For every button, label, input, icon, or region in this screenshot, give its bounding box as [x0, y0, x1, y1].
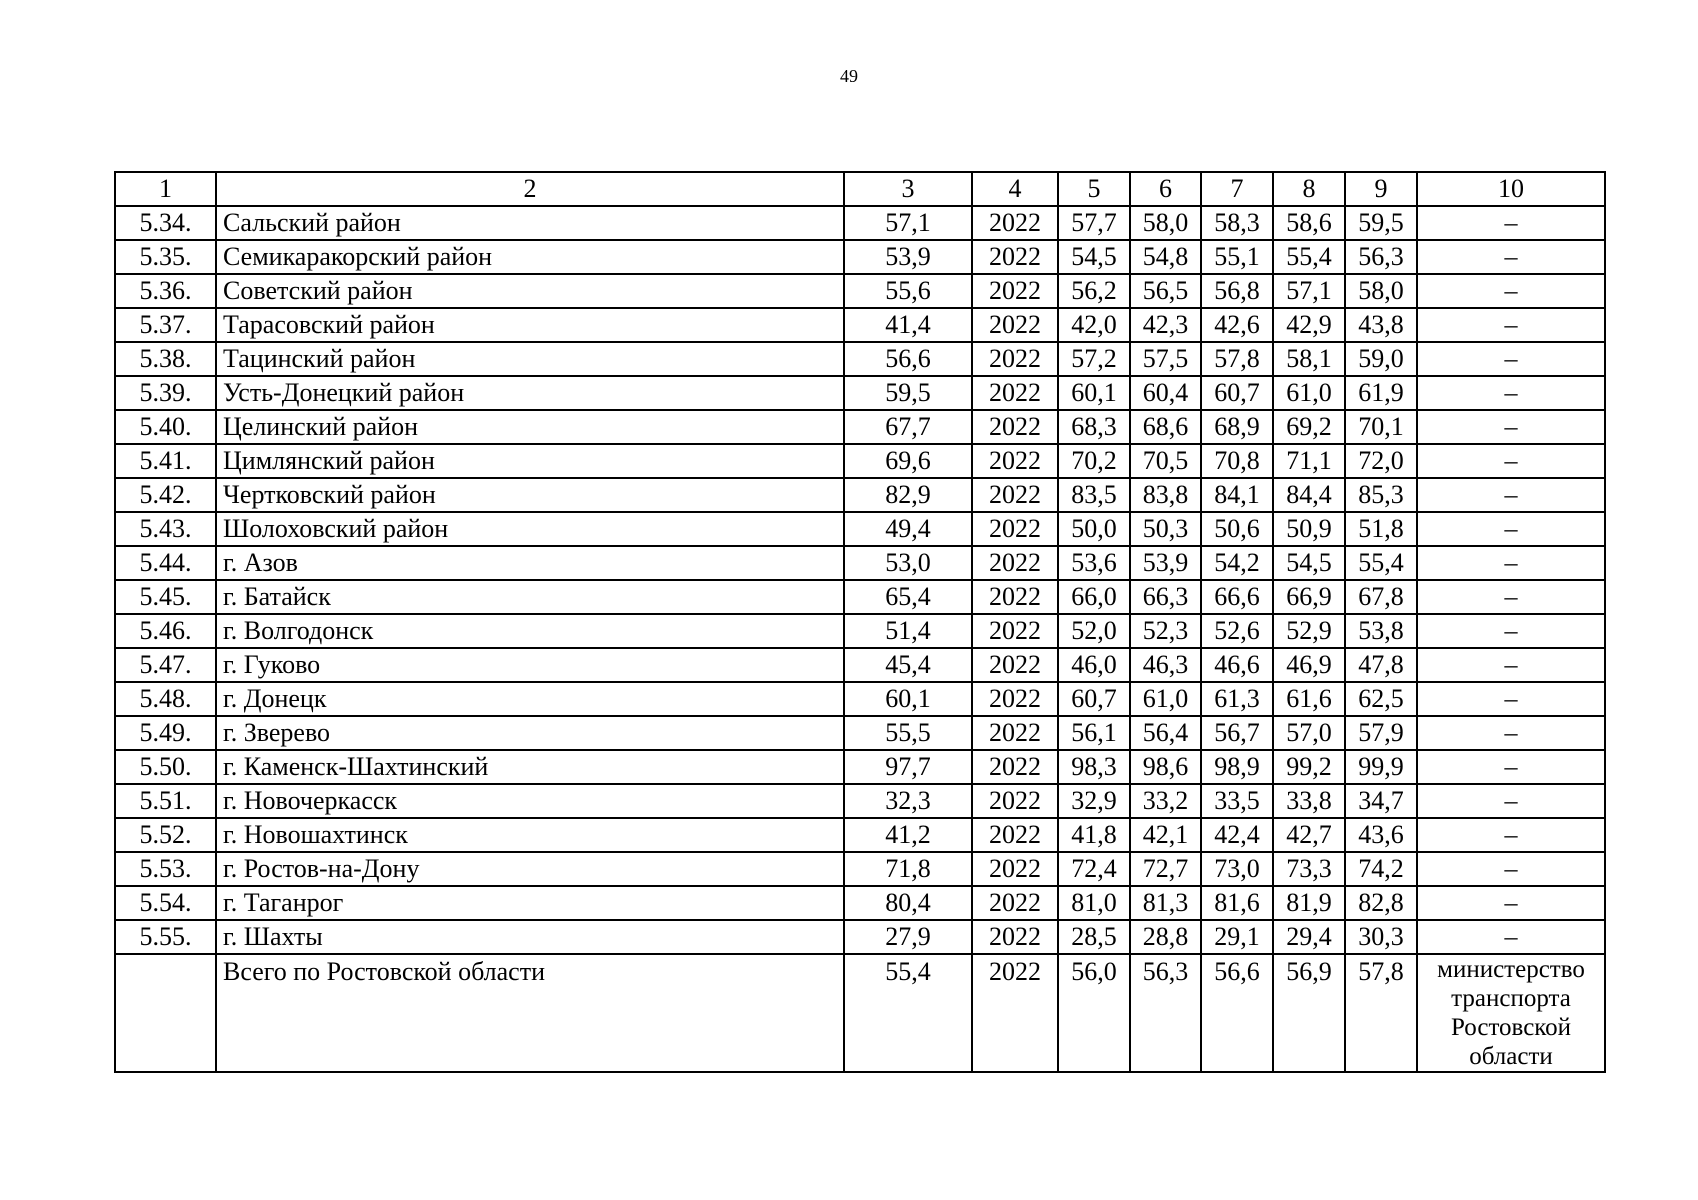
- value-cell: 99,9: [1345, 750, 1417, 784]
- total-row: [115, 954, 1605, 1072]
- value-cell: 69,6: [844, 444, 972, 478]
- responsible-cell: –: [1417, 376, 1605, 410]
- row-number-cell: 5.38.: [115, 342, 216, 376]
- value-cell: 43,8: [1345, 308, 1417, 342]
- row-name-cell: Целинский район: [216, 410, 844, 444]
- row-name-cell: Шолоховский район: [216, 512, 844, 546]
- value-cell: 66,9: [1273, 580, 1345, 614]
- value-cell: 66,3: [1130, 580, 1201, 614]
- value-cell: 57,1: [1273, 274, 1345, 308]
- value-cell: 67,8: [1345, 580, 1417, 614]
- value-cell: 98,3: [1058, 750, 1130, 784]
- value-cell: 71,8: [844, 852, 972, 886]
- value-cell: 98,9: [1201, 750, 1273, 784]
- value-cell: 53,6: [1058, 546, 1130, 580]
- year-cell: 2022: [972, 716, 1058, 750]
- year-cell: 2022: [972, 750, 1058, 784]
- table-row: [115, 308, 1605, 342]
- value-cell: 57,2: [1058, 342, 1130, 376]
- header-cell: 1: [115, 172, 216, 206]
- table-row: [115, 206, 1605, 240]
- year-cell: 2022: [972, 274, 1058, 308]
- value-cell: 55,1: [1201, 240, 1273, 274]
- header-cell: 5: [1058, 172, 1130, 206]
- value-cell: 55,4: [1345, 546, 1417, 580]
- value-cell: 28,5: [1058, 920, 1130, 954]
- year-cell: 2022: [972, 920, 1058, 954]
- value-cell: 56,6: [844, 342, 972, 376]
- responsible-cell: –: [1417, 342, 1605, 376]
- value-cell: 53,9: [1130, 546, 1201, 580]
- value-cell: 80,4: [844, 886, 972, 920]
- value-cell: 56,9: [1273, 954, 1345, 1072]
- value-cell: 70,1: [1345, 410, 1417, 444]
- value-cell: 42,3: [1130, 308, 1201, 342]
- responsible-cell: –: [1417, 682, 1605, 716]
- value-cell: 56,1: [1058, 716, 1130, 750]
- responsible-cell: –: [1417, 852, 1605, 886]
- value-cell: 56,3: [1345, 240, 1417, 274]
- row-number-cell: 5.42.: [115, 478, 216, 512]
- value-cell: 59,0: [1345, 342, 1417, 376]
- value-cell: 42,7: [1273, 818, 1345, 852]
- value-cell: 57,8: [1201, 342, 1273, 376]
- row-number-cell: 5.37.: [115, 308, 216, 342]
- value-cell: 29,4: [1273, 920, 1345, 954]
- value-cell: 99,2: [1273, 750, 1345, 784]
- table-row: [115, 716, 1605, 750]
- value-cell: 32,9: [1058, 784, 1130, 818]
- row-name-cell: Чертковский район: [216, 478, 844, 512]
- value-cell: 60,7: [1201, 376, 1273, 410]
- value-cell: 67,7: [844, 410, 972, 444]
- value-cell: 68,9: [1201, 410, 1273, 444]
- value-cell: 61,6: [1273, 682, 1345, 716]
- value-cell: 56,3: [1130, 954, 1201, 1072]
- value-cell: 46,0: [1058, 648, 1130, 682]
- value-cell: 46,6: [1201, 648, 1273, 682]
- row-name-cell: г. Шахты: [216, 920, 844, 954]
- value-cell: 81,6: [1201, 886, 1273, 920]
- value-cell: 56,0: [1058, 954, 1130, 1072]
- header-cell: 6: [1130, 172, 1201, 206]
- row-number-cell: 5.48.: [115, 682, 216, 716]
- row-name-cell: Тарасовский район: [216, 308, 844, 342]
- header-cell: 10: [1417, 172, 1605, 206]
- value-cell: 68,3: [1058, 410, 1130, 444]
- row-name-cell: г. Таганрог: [216, 886, 844, 920]
- value-cell: 70,8: [1201, 444, 1273, 478]
- year-cell: 2022: [972, 614, 1058, 648]
- value-cell: 59,5: [844, 376, 972, 410]
- row-name-cell: г. Азов: [216, 546, 844, 580]
- row-name-cell: Усть-Донецкий район: [216, 376, 844, 410]
- row-number-cell: 5.44.: [115, 546, 216, 580]
- responsible-cell: –: [1417, 886, 1605, 920]
- value-cell: 97,7: [844, 750, 972, 784]
- value-cell: 55,4: [1273, 240, 1345, 274]
- row-number-cell: [115, 954, 216, 1072]
- value-cell: 55,6: [844, 274, 972, 308]
- value-cell: 55,4: [844, 954, 972, 1072]
- value-cell: 50,6: [1201, 512, 1273, 546]
- value-cell: 42,0: [1058, 308, 1130, 342]
- table-row: [115, 444, 1605, 478]
- row-name-cell: г. Батайск: [216, 580, 844, 614]
- value-cell: 71,1: [1273, 444, 1345, 478]
- value-cell: 57,8: [1345, 954, 1417, 1072]
- row-name-cell: г. Зверево: [216, 716, 844, 750]
- value-cell: 46,3: [1130, 648, 1201, 682]
- responsible-cell: –: [1417, 784, 1605, 818]
- value-cell: 56,6: [1201, 954, 1273, 1072]
- value-cell: 68,6: [1130, 410, 1201, 444]
- value-cell: 52,6: [1201, 614, 1273, 648]
- row-name-cell: г. Новошахтинск: [216, 818, 844, 852]
- year-cell: 2022: [972, 954, 1058, 1072]
- value-cell: 51,4: [844, 614, 972, 648]
- table-row: [115, 818, 1605, 852]
- value-cell: 52,0: [1058, 614, 1130, 648]
- row-name-cell: Цимлянский район: [216, 444, 844, 478]
- value-cell: 61,9: [1345, 376, 1417, 410]
- year-cell: 2022: [972, 580, 1058, 614]
- header-cell: 4: [972, 172, 1058, 206]
- table-row: [115, 750, 1605, 784]
- value-cell: 56,8: [1201, 274, 1273, 308]
- responsible-cell: –: [1417, 512, 1605, 546]
- value-cell: 42,1: [1130, 818, 1201, 852]
- value-cell: 41,4: [844, 308, 972, 342]
- value-cell: 41,2: [844, 818, 972, 852]
- value-cell: 60,1: [1058, 376, 1130, 410]
- header-row: [115, 172, 1605, 206]
- value-cell: 57,0: [1273, 716, 1345, 750]
- year-cell: 2022: [972, 648, 1058, 682]
- value-cell: 81,0: [1058, 886, 1130, 920]
- row-number-cell: 5.43.: [115, 512, 216, 546]
- value-cell: 60,1: [844, 682, 972, 716]
- table-row: [115, 546, 1605, 580]
- row-number-cell: 5.53.: [115, 852, 216, 886]
- year-cell: 2022: [972, 818, 1058, 852]
- row-name-cell: г. Каменск-Шахтинский: [216, 750, 844, 784]
- value-cell: 54,2: [1201, 546, 1273, 580]
- table-row: [115, 512, 1605, 546]
- year-cell: 2022: [972, 478, 1058, 512]
- value-cell: 61,3: [1201, 682, 1273, 716]
- row-number-cell: 5.49.: [115, 716, 216, 750]
- responsible-cell: –: [1417, 308, 1605, 342]
- responsible-cell: –: [1417, 750, 1605, 784]
- year-cell: 2022: [972, 852, 1058, 886]
- value-cell: 50,3: [1130, 512, 1201, 546]
- row-name-cell: Сальский район: [216, 206, 844, 240]
- header-cell: 9: [1345, 172, 1417, 206]
- value-cell: 58,1: [1273, 342, 1345, 376]
- value-cell: 83,8: [1130, 478, 1201, 512]
- row-number-cell: 5.47.: [115, 648, 216, 682]
- responsible-cell: –: [1417, 206, 1605, 240]
- year-cell: 2022: [972, 308, 1058, 342]
- value-cell: 32,3: [844, 784, 972, 818]
- value-cell: 53,0: [844, 546, 972, 580]
- value-cell: 56,7: [1201, 716, 1273, 750]
- table-row: [115, 852, 1605, 886]
- value-cell: 56,4: [1130, 716, 1201, 750]
- table-row: [115, 648, 1605, 682]
- row-number-cell: 5.34.: [115, 206, 216, 240]
- year-cell: 2022: [972, 206, 1058, 240]
- responsible-cell: министерство транспорта Ростовской области: [1417, 954, 1605, 1072]
- value-cell: 58,3: [1201, 206, 1273, 240]
- table-row: [115, 274, 1605, 308]
- table-row: [115, 478, 1605, 512]
- value-cell: 47,8: [1345, 648, 1417, 682]
- value-cell: 42,9: [1273, 308, 1345, 342]
- year-cell: 2022: [972, 682, 1058, 716]
- row-number-cell: 5.50.: [115, 750, 216, 784]
- value-cell: 41,8: [1058, 818, 1130, 852]
- table-row: [115, 580, 1605, 614]
- value-cell: 58,0: [1130, 206, 1201, 240]
- year-cell: 2022: [972, 376, 1058, 410]
- value-cell: 53,8: [1345, 614, 1417, 648]
- row-number-cell: 5.46.: [115, 614, 216, 648]
- row-number-cell: 5.55.: [115, 920, 216, 954]
- value-cell: 85,3: [1345, 478, 1417, 512]
- value-cell: 81,9: [1273, 886, 1345, 920]
- value-cell: 70,5: [1130, 444, 1201, 478]
- row-name-cell: Тацинский район: [216, 342, 844, 376]
- year-cell: 2022: [972, 410, 1058, 444]
- value-cell: 58,6: [1273, 206, 1345, 240]
- value-cell: 33,2: [1130, 784, 1201, 818]
- row-number-cell: 5.35.: [115, 240, 216, 274]
- table-row: [115, 920, 1605, 954]
- row-number-cell: 5.52.: [115, 818, 216, 852]
- year-cell: 2022: [972, 342, 1058, 376]
- row-name-cell: г. Донецк: [216, 682, 844, 716]
- responsible-cell: –: [1417, 240, 1605, 274]
- value-cell: 56,5: [1130, 274, 1201, 308]
- value-cell: 72,7: [1130, 852, 1201, 886]
- value-cell: 73,0: [1201, 852, 1273, 886]
- value-cell: 52,3: [1130, 614, 1201, 648]
- row-number-cell: 5.41.: [115, 444, 216, 478]
- value-cell: 42,4: [1201, 818, 1273, 852]
- value-cell: 61,0: [1273, 376, 1345, 410]
- value-cell: 98,6: [1130, 750, 1201, 784]
- value-cell: 54,5: [1058, 240, 1130, 274]
- row-name-cell: г. Гуково: [216, 648, 844, 682]
- header-cell: 8: [1273, 172, 1345, 206]
- value-cell: 84,4: [1273, 478, 1345, 512]
- value-cell: 83,5: [1058, 478, 1130, 512]
- responsible-cell: –: [1417, 478, 1605, 512]
- value-cell: 66,0: [1058, 580, 1130, 614]
- year-cell: 2022: [972, 444, 1058, 478]
- value-cell: 34,7: [1345, 784, 1417, 818]
- value-cell: 51,8: [1345, 512, 1417, 546]
- row-name-cell: Семикаракорский район: [216, 240, 844, 274]
- value-cell: 57,1: [844, 206, 972, 240]
- value-cell: 60,4: [1130, 376, 1201, 410]
- value-cell: 50,9: [1273, 512, 1345, 546]
- value-cell: 33,8: [1273, 784, 1345, 818]
- value-cell: 59,5: [1345, 206, 1417, 240]
- value-cell: 53,9: [844, 240, 972, 274]
- header-cell: 7: [1201, 172, 1273, 206]
- value-cell: 69,2: [1273, 410, 1345, 444]
- value-cell: 52,9: [1273, 614, 1345, 648]
- year-cell: 2022: [972, 546, 1058, 580]
- value-cell: 62,5: [1345, 682, 1417, 716]
- table-row: [115, 614, 1605, 648]
- value-cell: 57,7: [1058, 206, 1130, 240]
- value-cell: 49,4: [844, 512, 972, 546]
- table-row: [115, 376, 1605, 410]
- value-cell: 50,0: [1058, 512, 1130, 546]
- responsible-cell: –: [1417, 614, 1605, 648]
- row-name-cell: г. Новочеркасск: [216, 784, 844, 818]
- value-cell: 58,0: [1345, 274, 1417, 308]
- value-cell: 73,3: [1273, 852, 1345, 886]
- table-row: [115, 240, 1605, 274]
- table-row: [115, 342, 1605, 376]
- row-number-cell: 5.54.: [115, 886, 216, 920]
- header-cell: 3: [844, 172, 972, 206]
- header-cell: 2: [216, 172, 844, 206]
- value-cell: 61,0: [1130, 682, 1201, 716]
- value-cell: 27,9: [844, 920, 972, 954]
- value-cell: 72,0: [1345, 444, 1417, 478]
- responsible-cell: –: [1417, 444, 1605, 478]
- responsible-cell: –: [1417, 580, 1605, 614]
- year-cell: 2022: [972, 512, 1058, 546]
- responsible-cell: –: [1417, 716, 1605, 750]
- value-cell: 60,7: [1058, 682, 1130, 716]
- year-cell: 2022: [972, 886, 1058, 920]
- table-row: [115, 886, 1605, 920]
- row-number-cell: 5.45.: [115, 580, 216, 614]
- row-number-cell: 5.40.: [115, 410, 216, 444]
- value-cell: 28,8: [1130, 920, 1201, 954]
- responsible-cell: –: [1417, 274, 1605, 308]
- row-name-cell: г. Ростов-на-Дону: [216, 852, 844, 886]
- row-number-cell: 5.51.: [115, 784, 216, 818]
- value-cell: 84,1: [1201, 478, 1273, 512]
- value-cell: 42,6: [1201, 308, 1273, 342]
- value-cell: 81,3: [1130, 886, 1201, 920]
- value-cell: 82,9: [844, 478, 972, 512]
- table-row: [115, 784, 1605, 818]
- value-cell: 55,5: [844, 716, 972, 750]
- value-cell: 65,4: [844, 580, 972, 614]
- value-cell: 54,5: [1273, 546, 1345, 580]
- row-name-cell: Всего по Ростовской области: [216, 954, 844, 1072]
- value-cell: 29,1: [1201, 920, 1273, 954]
- value-cell: 82,8: [1345, 886, 1417, 920]
- row-number-cell: 5.39.: [115, 376, 216, 410]
- value-cell: 46,9: [1273, 648, 1345, 682]
- responsible-cell: –: [1417, 546, 1605, 580]
- value-cell: 43,6: [1345, 818, 1417, 852]
- responsible-cell: –: [1417, 410, 1605, 444]
- value-cell: 57,5: [1130, 342, 1201, 376]
- value-cell: 56,2: [1058, 274, 1130, 308]
- value-cell: 33,5: [1201, 784, 1273, 818]
- responsible-cell: –: [1417, 648, 1605, 682]
- row-name-cell: г. Волгодонск: [216, 614, 844, 648]
- row-number-cell: 5.36.: [115, 274, 216, 308]
- table-row: [115, 682, 1605, 716]
- value-cell: 45,4: [844, 648, 972, 682]
- row-name-cell: Советский район: [216, 274, 844, 308]
- value-cell: 74,2: [1345, 852, 1417, 886]
- year-cell: 2022: [972, 240, 1058, 274]
- page-number: 49: [840, 66, 858, 86]
- table-row: [115, 410, 1605, 444]
- value-cell: 30,3: [1345, 920, 1417, 954]
- responsible-cell: –: [1417, 818, 1605, 852]
- value-cell: 70,2: [1058, 444, 1130, 478]
- value-cell: 57,9: [1345, 716, 1417, 750]
- year-cell: 2022: [972, 784, 1058, 818]
- data-table: [114, 171, 1606, 1073]
- value-cell: 54,8: [1130, 240, 1201, 274]
- value-cell: 66,6: [1201, 580, 1273, 614]
- value-cell: 72,4: [1058, 852, 1130, 886]
- responsible-cell: –: [1417, 920, 1605, 954]
